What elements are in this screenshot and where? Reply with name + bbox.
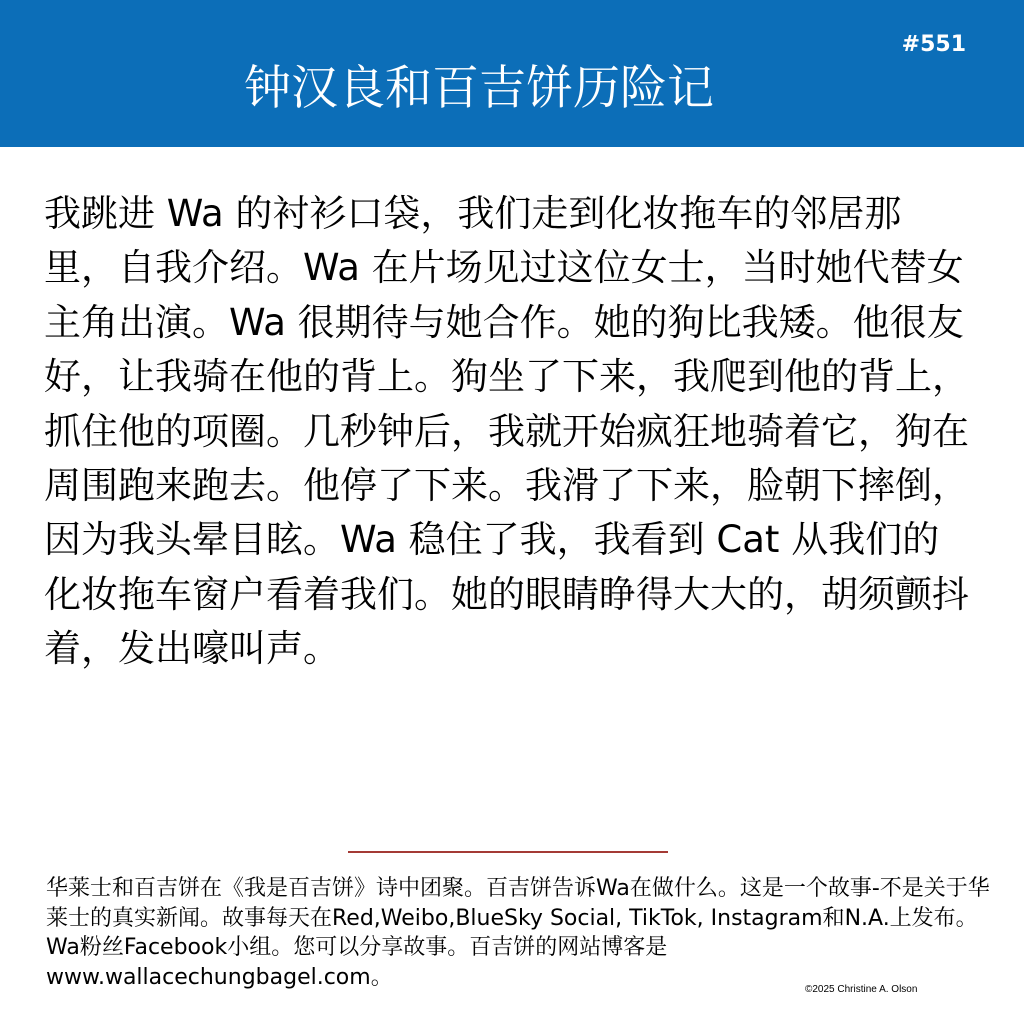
copyright-notice: ©2025 Christine A. Olson: [805, 984, 918, 995]
footer-note: 华莱士和百吉饼在《我是百吉饼》诗中团聚。百吉饼告诉Wa在做什么。这是一个故事-不是关于华莱士的真实新闻。故事每天在Red,Weibo,BlueSky Social, TikTok, Instagram和N.A.上发布。Wa粉丝Facebook小组。您可以分享故事。百吉饼的网站博客是www.wallacechungbagel.com。: [46, 876, 990, 990]
story-text: 我跳进 Wa 的衬衫口袋，我们走到化妆拖车的邻居那里，自我介绍。Wa 在片场见过这位女士，当时她代替女主角出演。Wa 很期待与她合作。她的狗比我矮。他很友好，让我骑在他的背上。狗坐了下来，我爬到他的背上，抓住他的项圈。几秒钟后，我就开始疯狂地骑着它，狗在周围跑来跑去。他停了下来。我滑了下来，脸朝下摔倒，因为我头晕目眩。Wa 稳住了我，我看到 Cat 从我们的化妆拖车窗户看着我们。她的眼睛睁得大大的，胡须颤抖着，发出嚎叫声。: [44, 192, 969, 671]
episode-number: #551: [901, 32, 966, 57]
footer-divider: [348, 851, 668, 853]
page-title: 钟汉良和百吉饼历险记: [244, 61, 714, 116]
title-banner: [0, 0, 1024, 147]
